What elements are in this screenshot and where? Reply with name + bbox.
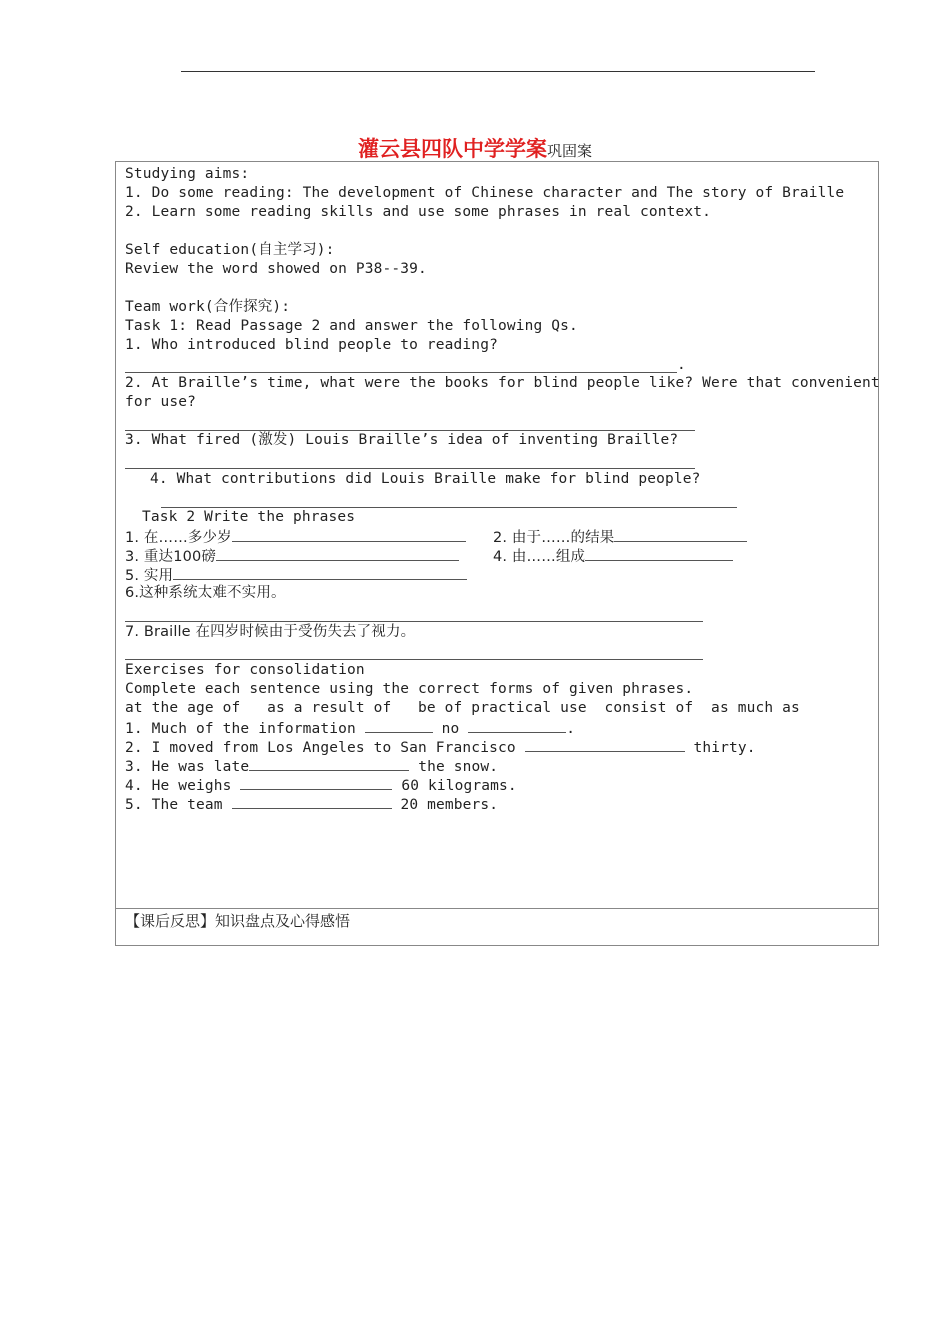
reflection-label: 【课后反思】知识盘点及心得感悟: [125, 912, 351, 930]
phrase-4: [493, 546, 733, 565]
worksheet-type: 巩固案: [546, 142, 592, 160]
exercise-4: [125, 775, 517, 794]
question-2-line-2: for use?: [125, 394, 197, 410]
answer-line-3[interactable]: [125, 468, 695, 469]
phrase-2: [493, 527, 747, 546]
given-phrases: at the age of as a result of be of practical use consist of as much as: [125, 700, 800, 716]
phrase-1-label: 1. 在……多少岁: [125, 530, 232, 546]
exercise-1-blank-1[interactable]: [365, 718, 433, 733]
exercises-heading: Exercises for consolidation: [125, 662, 365, 678]
exercise-1-text-b: no: [432, 721, 469, 737]
task1-heading: Task 1: Read Passage 2 and answer the following Qs.: [125, 318, 578, 334]
exercise-1-blank-2[interactable]: [468, 718, 566, 733]
phrase-5: [125, 565, 467, 584]
exercise-3: [125, 756, 498, 775]
answer-line-6[interactable]: [125, 621, 703, 622]
answer-line-1-end: .: [677, 357, 686, 373]
self-education-text: Review the word showed on P38--39.: [125, 261, 427, 277]
task2-heading: Task 2 Write the phrases: [142, 509, 356, 525]
exercise-2: [125, 737, 756, 756]
answer-line-7[interactable]: [125, 659, 703, 660]
self-education-heading: Self education(自主学习):: [125, 242, 335, 258]
exercise-2-blank[interactable]: [525, 737, 685, 752]
exercise-4-text-b: 60 kilograms.: [392, 778, 517, 794]
exercise-3-text-a: 3. He was late: [125, 759, 250, 775]
phrase-3-label: 3. 重达100磅: [125, 549, 216, 565]
question-3: 3. What fired (激发) Louis Braille’s idea of inventing Braille?: [125, 432, 679, 448]
exercise-5: [125, 794, 498, 813]
phrase-7: 7. Braille 在四岁时候由于受伤失去了视力。: [125, 624, 416, 640]
phrase-2-label: 2. 由于……的结果: [493, 530, 615, 546]
question-2-line-1: 2. At Braille’s time, what were the books for blind people like? Were that convenient: [125, 375, 880, 391]
exercise-1: [125, 718, 575, 737]
exercise-2-text-b: thirty.: [684, 740, 756, 756]
worksheet-box: [115, 161, 879, 946]
team-work-heading: Team work(合作探究):: [125, 299, 291, 315]
phrase-3-blank[interactable]: [216, 546, 459, 561]
exercise-3-text-b: the snow.: [409, 759, 499, 775]
phrase-2-blank[interactable]: [614, 527, 747, 542]
exercise-3-blank[interactable]: [249, 756, 409, 771]
page-title: [0, 136, 950, 164]
phrase-1-blank[interactable]: [232, 527, 466, 542]
exercise-5-text-b: 20 members.: [391, 797, 499, 813]
phrase-5-blank[interactable]: [173, 565, 467, 580]
exercise-4-blank[interactable]: [240, 775, 392, 790]
phrase-3: [125, 546, 459, 565]
exercise-5-text-a: 5. The team: [125, 797, 232, 813]
exercise-1-text-c: .: [566, 721, 576, 737]
reflection-divider: [116, 908, 878, 909]
phrase-4-blank[interactable]: [585, 546, 733, 561]
exercise-4-text-a: 4. He weighs: [125, 778, 241, 794]
question-1: 1. Who introduced blind people to reading?: [125, 337, 498, 353]
phrase-4-label: 4. 由……组成: [493, 549, 586, 565]
question-4: 4. What contributions did Louis Braille make for blind people?: [150, 471, 701, 487]
phrase-6: 6.这种系统太难不实用。: [125, 585, 286, 601]
exercise-5-blank[interactable]: [232, 794, 392, 809]
answer-line-1[interactable]: [125, 372, 677, 373]
exercise-1-text-a: 1. Much of the information: [125, 721, 365, 737]
phrase-5-label: 5. 实用: [125, 568, 174, 584]
header-rule: [181, 71, 815, 72]
exercises-instruction: Complete each sentence using the correct forms of given phrases.: [125, 681, 694, 697]
exercise-2-text-a: 2. I moved from Los Angeles to San Francisco: [125, 740, 525, 756]
aims-heading: Studying aims:: [125, 166, 250, 182]
aim-item-2: 2. Learn some reading skills and use some phrases in real context.: [125, 204, 712, 220]
school-title: 灌云县四队中学学案: [357, 136, 547, 161]
phrase-1: [125, 527, 466, 546]
aim-item-1: 1. Do some reading: The development of Chinese character and The story of Braille: [125, 185, 845, 201]
